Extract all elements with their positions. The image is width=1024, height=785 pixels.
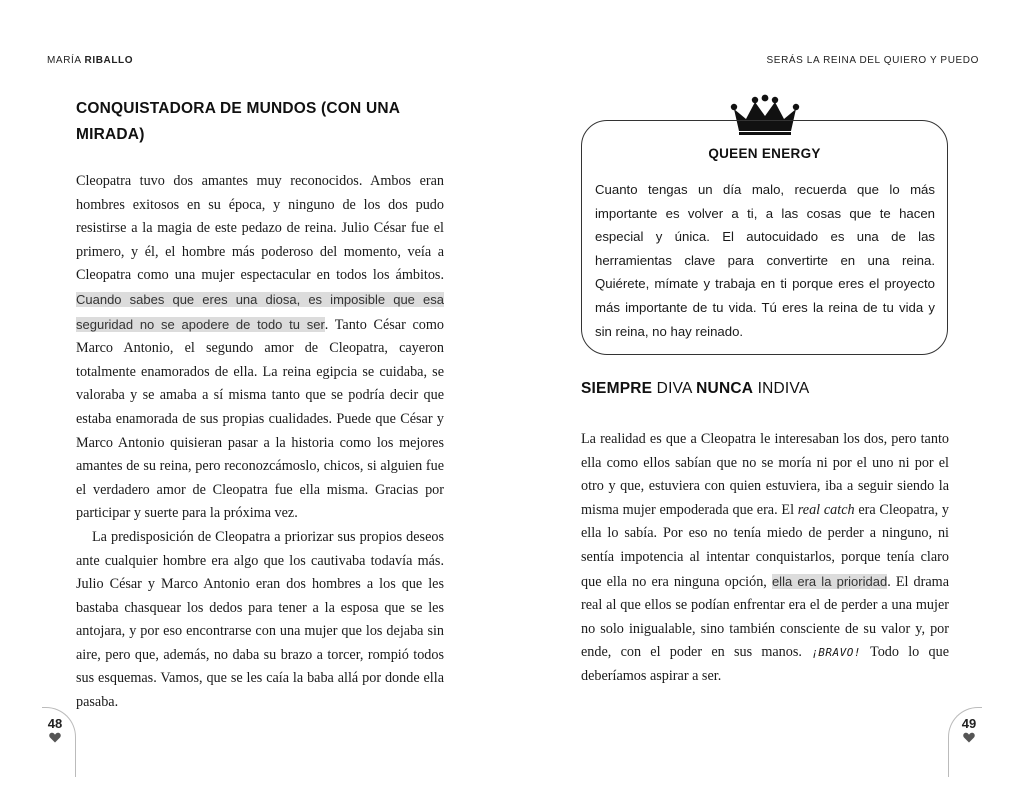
page-number-right: 49 [954, 716, 984, 743]
highlighted-phrase: ella era la prioridad [771, 573, 888, 589]
queen-energy-box [581, 120, 948, 355]
bravo-handwritten: ¡BRAVO! [811, 646, 862, 660]
section-heading-left: CONQUISTADORA DE MUNDOS (CON UNA MIRADA) [76, 100, 400, 143]
right-body-text [581, 428, 949, 689]
left-body-text [76, 170, 444, 715]
left-paragraph-2: La predisposición de Cleopatra a priorizar sus propios deseos ante cualquier hombre era algo que los cautivaba todavía más. Julio César y Marco Antonio eran dos hombres a los que les bastaba chasquear los dedos para tener a la esposa que se les antojara, y por eso encontrarse con una mujer que los dejaba sin aire, pero que, además, no daba su brazo a torcer, rompió todos sus esquemas. Vamos, que se les caía la baba allá por donde ella pasaba. [76, 528, 444, 711]
right-paragraph-1: La realidad es que a Cleopatra le interesaban los dos, pero tanto ella como ellos sabían que no se moría ni por el uno ni por el otro y que, estuviera con quien estuviera, iba a seguir siendo la misma mujer empoderada que era. El real catch era Cleopatra, y ella lo sabía. Por eso no tenía miedo de perder a ninguno, ni sentía impotencia al intentar conquistarlos, porque tenía claro que ella no era ninguna opción, ella era la prioridad. El drama real al que ellos se podían enfrentar era el de perder a una mujer no solo inigualable, sino también consciente de su valor y, por ende, con el poder en sus manos. ¡BRAVO! Todo lo que deberíamos aspirar a ser. [581, 431, 949, 684]
page-number-left: 48 [40, 716, 70, 743]
highlighted-quote: Cuando sabes que eres una diosa, es imposible que esa seguridad no se apodere de todo tu ser [76, 291, 444, 332]
left-paragraph-1: Cleopatra tuvo dos amantes muy reconocidos. Ambos eran hombres exitosos en su época, y ninguno de los dos pudo resistirse a la magia de este pedazo de reina. Julio César fue el primero, y él, el hombre más poderoso del momento, veía a Cleopatra como una mujer espectacular en todos los ámbitos. Cuando sabes que eres una diosa, es imposible que esa seguridad no se apodere de todo tu ser. Tanto César como Marco Antonio, el segundo amor de Cleopatra, cayeron totalmente enamorados de ella. La reina egipcia se cuidaba, se valoraba y se amaba a sí misma tanto que se podría decir que estaba enamorada de sus propias cualidades. Puede que César y Marco Antonio quisieran pasar a la historia como los mejores amantes de su reina, pero reconozcámoslo, chicos, si alguien fue el verdadero amor de Cleopatra fue ella misma. Gracias por participar y suerte para la próxima vez. [76, 173, 444, 522]
section-heading-right: SIEMPRE DIVA NUNCA INDIVA [581, 380, 810, 397]
running-header-book-title: SERÁS LA REINA DEL QUIERO Y PUEDO [766, 55, 979, 66]
running-header-author: MARÍA RIBALLO [47, 55, 134, 66]
heart-icon [49, 732, 61, 743]
queen-energy-title: QUEEN ENERGY [708, 146, 821, 161]
heart-icon [963, 732, 975, 743]
queen-energy-text: Cuanto tengas un día malo, recuerda que lo más importante es volver a ti, a las cosas que te hacen especial y única. El autocuidado es una de las herramientas clave para convertirte en una reina. Quiérete, mímate y trabaja en ti porque eres el proyecto más importante de tu vida. Tú eres la reina de tu vida y sin reina, no hay reinado. [595, 182, 935, 339]
